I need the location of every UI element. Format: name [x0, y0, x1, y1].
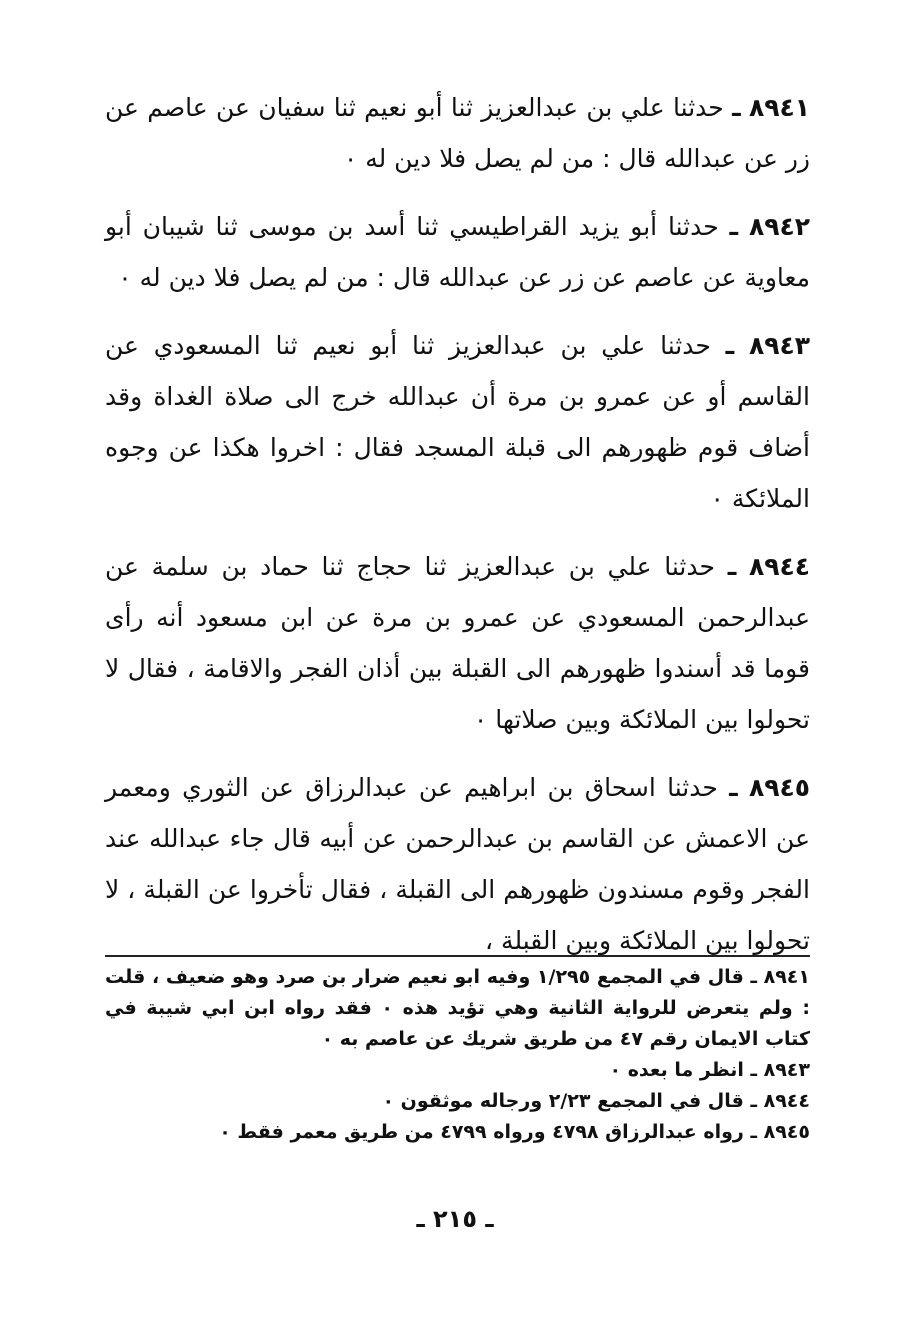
- footnote-dash: ـ: [750, 966, 757, 988]
- hadith-number: ٨٩٤٥: [748, 773, 810, 802]
- footnote-8941: [105, 962, 810, 1055]
- hadith-number: ٨٩٤٤: [748, 552, 811, 581]
- footnotes-block: [105, 962, 810, 1148]
- footnote-dash: ـ: [750, 1059, 757, 1081]
- footnote-number: ٨٩٤٥: [763, 1121, 810, 1143]
- footnote-text: رواه عبدالرزاق ٤٧٩٨ ورواه ٤٧٩٩ من طريق معمر فقط ٠: [219, 1121, 744, 1143]
- hadith-dash: ـ: [732, 93, 741, 122]
- hadith-8943: [105, 320, 810, 524]
- footnote-divider: [105, 955, 810, 957]
- hadith-dash: ـ: [725, 331, 735, 360]
- hadith-dash: ـ: [727, 552, 737, 581]
- hadith-text: حدثنا أبو يزيد القراطيسي ثنا أسد بن موسى ثنا شيبان أبو معاوية عن عاصم عن زر عن عبدالله قال : من لم يصل فلا دين له ٠: [105, 212, 810, 292]
- hadith-text: حدثنا علي بن عبدالعزيز ثنا أبو نعيم ثنا المسعودي عن القاسم أو عن عمرو بن مرة أن عبدالله خرج الى صلاة الغداة وقد أضاف قوم ظهورهم الى قبلة المسجد فقال : اخروا هكذا عن وجوه الملائكة ٠: [105, 331, 810, 513]
- hadith-8945: [105, 762, 810, 966]
- footnote-text: قال في المجمع ٢/٢٣ ورجاله موثقون ٠: [382, 1090, 744, 1112]
- footnote-text: قال في المجمع ١/٢٩٥ وفيه ابو نعيم ضرار بن صرد وهو ضعيف ، قلت : ولم يتعرض للرواية الثانية وهي تؤيد هذه ٠ فقد رواه ابن ابي شيبة في كتاب الايمان رقم ٤٧ من طريق شريك عن عاصم به ٠: [105, 966, 810, 1050]
- footnote-text: انظر ما بعده ٠: [609, 1059, 744, 1081]
- hadith-text: حدثنا اسحاق بن ابراهيم عن عبدالرزاق عن الثوري ومعمر عن الاعمش عن القاسم بن عبدالرحمن عن أبيه قال جاء عبدالله عند الفجر وقوم مسندون ظهورهم الى القبلة ، فقال تأخروا عن القبلة ، لا تحولوا بين الملائكة وبين القبلة ،: [105, 773, 810, 955]
- hadith-dash: ـ: [729, 773, 738, 802]
- hadith-8941: [105, 82, 810, 184]
- hadith-number: ٨٩٤٢: [748, 212, 811, 241]
- hadith-dash: ـ: [729, 212, 739, 241]
- hadith-text-block: [105, 82, 810, 983]
- footnote-number: ٨٩٤٤: [763, 1090, 810, 1112]
- hadith-8942: [105, 201, 810, 303]
- footnote-dash: ـ: [750, 1090, 757, 1112]
- footnote-number: ٨٩٤٣: [763, 1059, 810, 1081]
- hadith-number: ٨٩٤١: [748, 93, 810, 122]
- hadith-text: حدثنا علي بن عبدالعزيز ثنا حجاج ثنا حماد بن سلمة عن عبدالرحمن المسعودي عن عمرو بن مرة عن ابن مسعود أنه رأى قوما قد أسندوا ظهورهم الى القبلة بين أذان الفجر والاقامة ، فقال لا تحولوا بين الملائكة وبين صلاتها ٠: [105, 552, 810, 734]
- hadith-8944: [105, 541, 810, 745]
- hadith-number: ٨٩٤٣: [748, 331, 810, 360]
- footnote-8945: [105, 1117, 810, 1148]
- footnote-8943: [105, 1055, 810, 1086]
- footnote-number: ٨٩٤١: [763, 966, 810, 988]
- page-number: ـ ٢١٥ ـ: [416, 1205, 494, 1233]
- footnote-dash: ـ: [750, 1121, 757, 1143]
- footnote-8944: [105, 1086, 810, 1117]
- hadith-text: حدثنا علي بن عبدالعزيز ثنا أبو نعيم ثنا سفيان عن عاصم عن زر عن عبدالله قال : من لم يصل فلا دين له ٠: [105, 93, 810, 173]
